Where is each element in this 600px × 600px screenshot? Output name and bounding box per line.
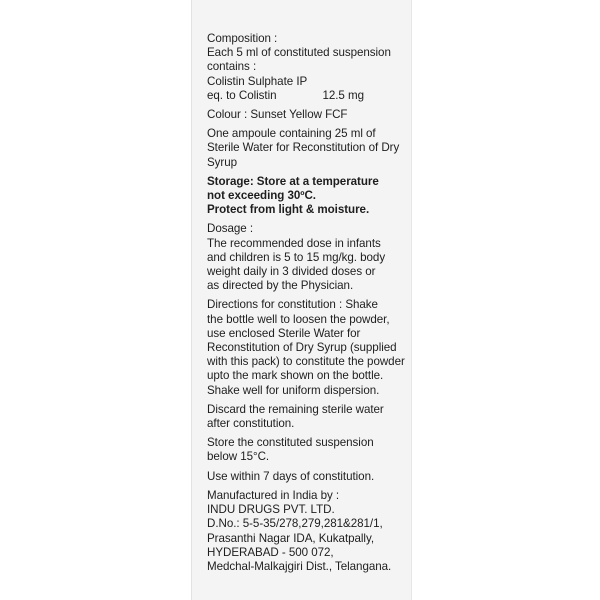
discard-line-2: after constitution.: [207, 417, 295, 431]
ampoule-line-2: Sterile Water for Reconstitution of Dry: [207, 141, 400, 155]
composition-line-2: contains :: [207, 60, 257, 74]
manufacturer-line-6: Medchal-Malkajgiri Dist., Telangana.: [207, 559, 392, 573]
equivalent-dose-row: [207, 89, 402, 103]
storage-line-3: Protect from light & moisture.: [207, 203, 370, 217]
manufacturer-line-4: Prasanthi Nagar IDA, Kukatpally,: [207, 531, 375, 545]
storage-line-1: Storage: Store at a temperature: [207, 174, 379, 188]
storage-line-2: not exceeding 30ºC.: [207, 189, 316, 203]
dosage-line-1: The recommended dose in infants: [207, 236, 381, 250]
discard-section: [207, 403, 407, 431]
directions-line-3: use enclosed Sterile Water for: [207, 326, 361, 340]
equivalent-label: eq. to Colistin: [207, 88, 277, 102]
composition-line-1: Each 5 ml of constituted suspension: [207, 46, 391, 60]
discard-line-1: Discard the remaining sterile water: [207, 402, 384, 416]
store-constituted-line-2: below 15°C.: [207, 450, 270, 464]
manufacturer-line-5: HYDERABAD - 500 072,: [207, 545, 334, 559]
manufacturer-line-1: Manufactured in India by :: [207, 488, 340, 502]
directions-section: [207, 298, 407, 397]
panel-right-edge: [411, 0, 412, 600]
store-constituted-line-1: Store the constituted suspension: [207, 436, 374, 450]
use-within-line: Use within 7 days of constitution.: [207, 469, 375, 483]
store-constituted-section: [207, 436, 407, 464]
panel-left-edge: [191, 0, 192, 600]
directions-line-5: with this pack) to constitute the powder: [207, 355, 405, 369]
dosage-line-3: weight daily in 3 divided doses or: [207, 265, 376, 279]
colour-line: Colour : Sunset Yellow FCF: [207, 108, 348, 122]
dosage-line-2: and children is 5 to 15 mg/kg. body: [207, 250, 386, 264]
ampoule-line-1: One ampoule containing 25 ml of: [207, 127, 376, 141]
composition-heading: Composition :: [207, 32, 278, 45]
manufacturer-line-2: INDU DRUGS PVT. LTD.: [207, 503, 335, 517]
dosage-heading: Dosage :: [207, 222, 254, 236]
dosage-section: [207, 222, 407, 293]
ampoule-line-3: Syrup: [207, 155, 238, 169]
manufacturer-line-3: D.No.: 5-5-35/278,279,281&281/1,: [207, 517, 383, 531]
dosage-line-4: as directed by the Physician.: [207, 279, 354, 293]
directions-line-1: Directions for constitution : Shake: [207, 298, 378, 312]
storage-section: [207, 175, 407, 218]
label-text: [207, 32, 407, 574]
manufacturer-section: [207, 489, 407, 574]
directions-line-6: upto the mark shown on the bottle.: [207, 369, 384, 383]
ingredient-name: Colistin Sulphate IP: [207, 74, 308, 88]
ampoule-section: [207, 127, 407, 170]
directions-line-4: Reconstitution of Dry Syrup (supplied: [207, 341, 397, 355]
directions-line-7: Shake well for uniform dispersion.: [207, 383, 380, 397]
equivalent-value: 12.5 mg: [322, 88, 364, 102]
composition-section: [207, 32, 407, 103]
directions-line-2: the bottle well to loosen the powder,: [207, 312, 390, 326]
